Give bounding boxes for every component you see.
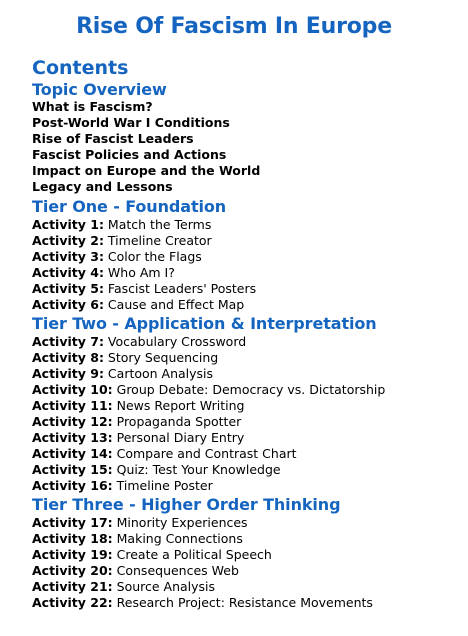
activity-number: Activity 9: (32, 366, 104, 381)
activity-number: Activity 22: (32, 595, 113, 610)
activity-number: Activity 6: (32, 297, 104, 312)
activity-title: Research Project: Resistance Movements (112, 595, 373, 610)
activity-number: Activity 17: (32, 515, 113, 530)
activity-item[interactable] (32, 217, 462, 233)
toc-item[interactable]: Impact on Europe and the World (32, 163, 261, 178)
tier-one-list (32, 217, 462, 313)
activity-number: Activity 13: (32, 430, 113, 445)
activity-title: Source Analysis (112, 579, 216, 594)
activity-title: Making Connections (112, 531, 243, 546)
activity-item[interactable] (32, 281, 462, 297)
activity-item[interactable] (32, 547, 462, 563)
activity-title: Fascist Leaders' Posters (103, 281, 257, 296)
section-heading-tier-one: Tier One - Foundation (32, 197, 227, 216)
activity-item[interactable] (32, 382, 462, 398)
activity-item[interactable] (32, 579, 462, 595)
activity-title: Vocabulary Crossword (103, 334, 247, 349)
topic-overview-list (32, 99, 462, 195)
activity-number: Activity 8: (32, 350, 104, 365)
activity-title: News Report Writing (112, 398, 245, 413)
activity-title: Timeline Creator (103, 233, 212, 248)
toc-item[interactable]: Rise of Fascist Leaders (32, 131, 194, 146)
activity-item[interactable] (32, 595, 462, 611)
activity-title: Personal Diary Entry (112, 430, 245, 445)
activity-number: Activity 16: (32, 478, 113, 493)
toc-item[interactable]: Fascist Policies and Actions (32, 147, 227, 162)
activity-number: Activity 14: (32, 446, 113, 461)
toc-item[interactable]: What is Fascism? (32, 99, 153, 114)
activity-item[interactable] (32, 265, 462, 281)
activity-item[interactable] (32, 233, 462, 249)
activity-item[interactable] (32, 249, 462, 265)
activity-item[interactable] (32, 350, 462, 366)
activity-item[interactable] (32, 478, 462, 494)
activity-item[interactable] (32, 531, 462, 547)
activity-number: Activity 2: (32, 233, 104, 248)
activity-title: Story Sequencing (103, 350, 219, 365)
toc-item[interactable]: Legacy and Lessons (32, 179, 173, 194)
activity-item[interactable] (32, 563, 462, 579)
activity-title: Cause and Effect Map (103, 297, 245, 312)
activity-title: Timeline Poster (112, 478, 213, 493)
activity-item[interactable] (32, 334, 462, 350)
activity-number: Activity 4: (32, 265, 104, 280)
section-heading-tier-two: Tier Two - Application & Interpretation (32, 314, 377, 333)
activity-item[interactable] (32, 462, 462, 478)
tier-two-list (32, 334, 462, 494)
activity-title: Propaganda Spotter (112, 414, 242, 429)
activity-title: Minority Experiences (112, 515, 248, 530)
activity-item[interactable] (32, 446, 462, 462)
activity-number: Activity 1: (32, 217, 104, 232)
activity-number: Activity 21: (32, 579, 113, 594)
activity-number: Activity 5: (32, 281, 104, 296)
activity-item[interactable] (32, 366, 462, 382)
section-heading-tier-three: Tier Three - Higher Order Thinking (32, 495, 341, 514)
activity-title: Color the Flags (103, 249, 202, 264)
activity-number: Activity 11: (32, 398, 113, 413)
activity-title: Who Am I? (103, 265, 175, 280)
document-title: Rise Of Fascism In Europe (76, 14, 392, 39)
tier-three-list (32, 515, 462, 611)
activity-number: Activity 7: (32, 334, 104, 349)
activity-title: Consequences Web (112, 563, 239, 578)
activity-title: Create a Political Speech (112, 547, 272, 562)
contents-heading: Contents (32, 57, 129, 79)
activity-title: Compare and Contrast Chart (112, 446, 297, 461)
activity-item[interactable] (32, 515, 462, 531)
activity-number: Activity 20: (32, 563, 113, 578)
activity-item[interactable] (32, 430, 462, 446)
activity-number: Activity 19: (32, 547, 113, 562)
section-heading-topic-overview: Topic Overview (32, 80, 167, 99)
activity-number: Activity 10: (32, 382, 113, 397)
activity-title: Cartoon Analysis (103, 366, 214, 381)
toc-item[interactable]: Post-World War I Conditions (32, 115, 230, 130)
activity-number: Activity 3: (32, 249, 104, 264)
activity-title: Group Debate: Democracy vs. Dictatorship (112, 382, 386, 397)
activity-item[interactable] (32, 398, 462, 414)
activity-item[interactable] (32, 297, 462, 313)
activity-number: Activity 18: (32, 531, 113, 546)
activity-number: Activity 15: (32, 462, 113, 477)
activity-item[interactable] (32, 414, 462, 430)
activity-title: Match the Terms (103, 217, 212, 232)
activity-title: Quiz: Test Your Knowledge (112, 462, 281, 477)
activity-number: Activity 12: (32, 414, 113, 429)
